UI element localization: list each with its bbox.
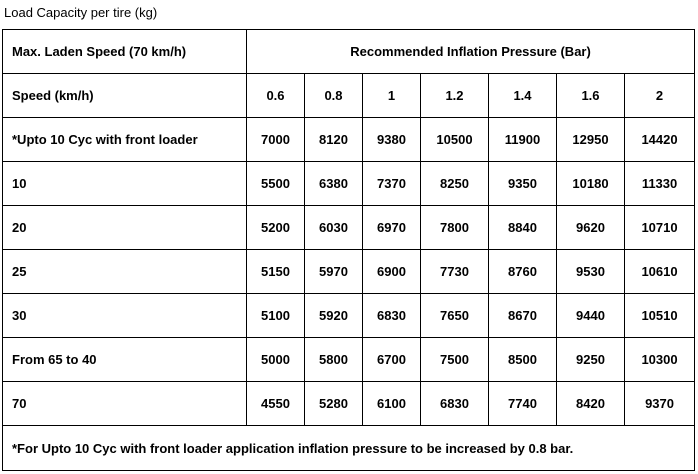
load-cell: 9620: [557, 206, 625, 250]
load-cell: 8840: [489, 206, 557, 250]
load-cell: 7650: [421, 294, 489, 338]
load-cell: 8120: [305, 118, 363, 162]
header-row: [3, 30, 695, 74]
load-cell: 10510: [625, 294, 695, 338]
load-capacity-table: [2, 29, 695, 471]
load-cell: 5200: [247, 206, 305, 250]
speed-cell: 10: [3, 162, 247, 206]
speed-title-cell: Max. Laden Speed (70 km/h): [3, 30, 247, 74]
table-row: [3, 294, 695, 338]
pressure-title-cell: Recommended Inflation Pressure (Bar): [247, 30, 695, 74]
pressure-row: [3, 74, 695, 118]
load-cell: 6830: [363, 294, 421, 338]
pressure-cell: 2: [625, 74, 695, 118]
load-cell: 11900: [489, 118, 557, 162]
load-cell: 7740: [489, 382, 557, 426]
load-cell: 6900: [363, 250, 421, 294]
footnote: *For Upto 10 Cyc with front loader application inflation pressure to be increased by 0.8 bar.: [3, 426, 695, 471]
pressure-cell: 0.6: [247, 74, 305, 118]
speed-cell: 20: [3, 206, 247, 250]
load-cell: 9530: [557, 250, 625, 294]
load-cell: 9350: [489, 162, 557, 206]
load-cell: 9380: [363, 118, 421, 162]
load-cell: 4550: [247, 382, 305, 426]
footnote-row: [3, 426, 695, 471]
load-cell: 7000: [247, 118, 305, 162]
load-cell: 5000: [247, 338, 305, 382]
load-cell: 6030: [305, 206, 363, 250]
speed-cell: 70: [3, 382, 247, 426]
table-caption: Load Capacity per tire (kg): [4, 5, 158, 20]
load-cell: 6830: [421, 382, 489, 426]
load-cell: 9440: [557, 294, 625, 338]
speed-cell: From 65 to 40: [3, 338, 247, 382]
load-cell: 10610: [625, 250, 695, 294]
load-cell: 6700: [363, 338, 421, 382]
load-cell: 6970: [363, 206, 421, 250]
load-cell: 8760: [489, 250, 557, 294]
load-cell: 5100: [247, 294, 305, 338]
pressure-cell: 1.4: [489, 74, 557, 118]
load-cell: 5970: [305, 250, 363, 294]
speed-cell: 25: [3, 250, 247, 294]
load-cell: 6100: [363, 382, 421, 426]
load-cell: 12950: [557, 118, 625, 162]
pressure-cell: 0.8: [305, 74, 363, 118]
load-cell: 5920: [305, 294, 363, 338]
table-row: [3, 338, 695, 382]
load-cell: 8670: [489, 294, 557, 338]
load-cell: 7800: [421, 206, 489, 250]
table-row: [3, 118, 695, 162]
table-row: [3, 250, 695, 294]
pressure-cell: 1: [363, 74, 421, 118]
pressure-cell: 1.2: [421, 74, 489, 118]
load-cell: 9370: [625, 382, 695, 426]
load-cell: 7500: [421, 338, 489, 382]
speed-column-header: Speed (km/h): [3, 74, 247, 118]
speed-cell: 30: [3, 294, 247, 338]
load-cell: 7370: [363, 162, 421, 206]
pressure-cell: 1.6: [557, 74, 625, 118]
load-cell: 10500: [421, 118, 489, 162]
load-cell: 5500: [247, 162, 305, 206]
table-row: [3, 206, 695, 250]
load-cell: 10180: [557, 162, 625, 206]
load-cell: 10710: [625, 206, 695, 250]
speed-cell: *Upto 10 Cyc with front loader: [3, 118, 247, 162]
load-cell: 8420: [557, 382, 625, 426]
load-cell: 14420: [625, 118, 695, 162]
load-cell: 5280: [305, 382, 363, 426]
load-cell: 9250: [557, 338, 625, 382]
load-cell: 5800: [305, 338, 363, 382]
load-cell: 5150: [247, 250, 305, 294]
load-cell: 8500: [489, 338, 557, 382]
load-cell: 7730: [421, 250, 489, 294]
table-row: [3, 162, 695, 206]
load-cell: 6380: [305, 162, 363, 206]
load-cell: 11330: [625, 162, 695, 206]
load-cell: 8250: [421, 162, 489, 206]
load-cell: 10300: [625, 338, 695, 382]
table-row: [3, 382, 695, 426]
